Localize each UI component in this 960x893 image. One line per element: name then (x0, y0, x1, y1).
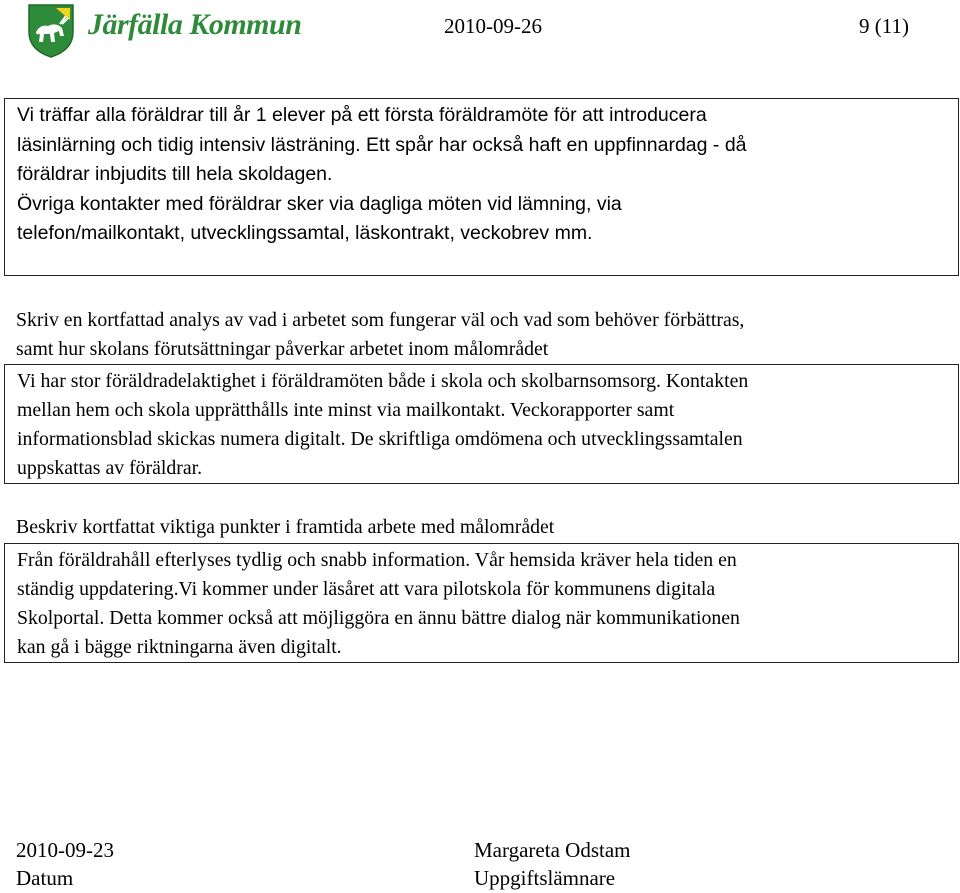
text-line: Övriga kontakter med föräldrar sker via dagliga möten vid lämning, via (17, 192, 622, 215)
text-line: telefon/mailkontakt, utvecklingssamtal, läskontrakt, veckobrev mm. (17, 222, 593, 244)
text-line: ständig uppdatering.Vi kommer under läsåret att vara pilotskola för kommunens digitala (17, 578, 716, 600)
box-parent-contacts (4, 98, 959, 276)
question-future-work: Beskriv kortfattat viktiga punkter i framtida arbete med målområdet (16, 516, 555, 538)
text-line: Skolportal. Detta kommer också att möjliggöra en ännu bättre dialog när kommunikationen (17, 607, 740, 629)
text-line: kan gå i bägge riktningarna även digitalt. (17, 636, 342, 658)
question-analysis (16, 306, 744, 364)
question-line: samt hur skolans förutsättningar påverkar arbetet inom målområdet (16, 338, 549, 360)
text-line: informationsblad skickas numera digitalt. De skriftliga omdömena och utvecklingssamtalen (17, 428, 743, 450)
text-line: Vi har stor föräldradelaktighet i föräldramöten både i skola och skolbarnsomsorg. Kontakten (17, 370, 749, 392)
text-line: uppskattas av föräldrar. (17, 457, 203, 479)
footer-date-value: 2010-09-23 (16, 838, 114, 862)
text-line: Vi träffar alla föräldrar till år 1 elever på ett första föräldramöte för att introducera (17, 104, 707, 126)
footer-name-value: Margareta Odstam (474, 838, 631, 862)
box-future-answer (4, 543, 959, 663)
text-line: föräldrar inbjudits till hela skoldagen. (17, 163, 333, 185)
text-line: läsinlärning och tidig intensiv lästräning. Ett spår har också haft en uppfinnardag - då (17, 133, 747, 156)
page-number: 9 (11) (859, 14, 909, 38)
coat-of-arms-icon (26, 2, 76, 58)
question-line: Skriv en kortfattad analys av vad i arbetet som fungerar väl och vad som behöver förbättras, (16, 309, 745, 331)
box-analysis-answer (4, 364, 959, 484)
footer-name-label: Uppgiftslämnare (474, 866, 616, 890)
footer-date-label: Datum (16, 866, 74, 890)
municipality-logo (26, 2, 306, 58)
text-line: mellan hem och skola upprätthålls inte minst via mailkontakt. Veckorapporter samt (17, 399, 675, 421)
header-date: 2010-09-26 (444, 14, 542, 38)
logo-wordmark: Järfälla Kommun (88, 8, 302, 41)
text-line: Från föräldrahåll efterlyses tydlig och snabb information. Vår hemsida kräver hela tiden en (17, 549, 737, 571)
